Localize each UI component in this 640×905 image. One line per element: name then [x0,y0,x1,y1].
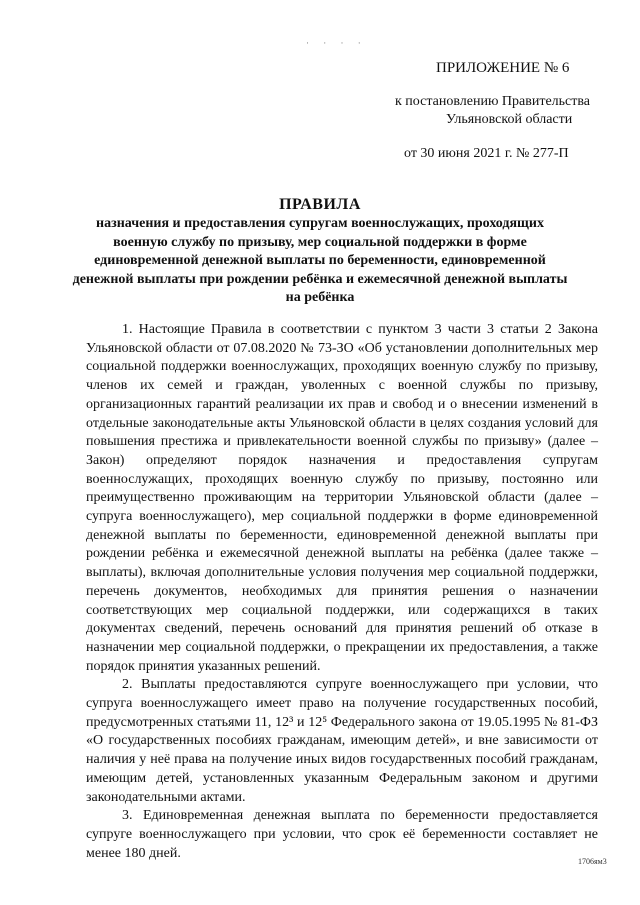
annex-region-line: Ульяновской области [446,112,573,127]
document-title: ПРАВИЛА [279,196,361,213]
document-subtitle: назначения и предоставления супругам военнослужащих, проходящих военную службу по призыву, мер социальной поддержки в форме единовременной денежной выплаты по беременности, единовременной денежной выплаты при рождении ребёнка и ежемесячной денежной выплаты на ребёнка [72,216,568,306]
paragraph-2: 2. Выплаты предоставляются супруге военнослужащего при условии, что супруга военнослужащего имеет право на получение государственных пособий, предусмотренных статьями 11, 12³ и 12⁵ Федерального закона от 19.05.1995 № 81-ФЗ «О государственных пособиях гражданам, имеющим детей», и вне зависимости от наличия у неё права на получение иных видов государственных пособий гражданам, имеющим детей, установленных указанным Федеральным законом и другими законодательными актами. [86,677,598,805]
annex-label: ПРИЛОЖЕНИЕ № 6 [436,60,570,76]
paragraph-1: 1. Настоящие Правила в соответствии с пунктом 3 части 3 статьи 2 Закона Ульяновской области от 07.08.2020 № 73-ЗО «Об установлении дополнительных мер социальной поддержки военнослужащих, проходящих военную службу по призыву, членов их семей и граждан, уволенных с военной службы по призыву, организационных гарантий реализации их прав и свобод и о внесении изменений в отдельные законодательные акты Ульяновской области в целях создания условий для повышения престижа и привлекательности военной службы по призыву» (далее – Закон) определяют порядок назначения и предоставления супругам военнослужащих, проходящих военную службу по призыву, постоянно или преимущественно проживающим на территории Ульяновской области (далее – супруга военнослужащего), мер социальной поддержки в форме единовременной денежной выплаты по беременности, единовременной денежной выплаты при рождении ребёнка и ежемесячной денежной выплаты на ребёнка (далее также – выплаты), включая дополнительные условия получения мер социальной поддержки, перечень документов, необходимых для принятия решения о назначении соответствующих мер социальной поддержки, или содержащихся в таких документах сведений, перечень оснований для принятия решений об отказе в назначении мер социальной поддержки, о прекращении их предоставления, а также порядок принятия указанных решений. [86,322,598,674]
annex-date-number: от 30 июня 2021 г. № 277-П [404,146,569,161]
scan-artifact: · · · · [306,38,367,48]
annex-resolution-line: к постановлению Правительства [395,94,591,109]
document-body [86,321,598,863]
paragraph-3: 3. Единовременная денежная выплата по беременности предоставляется супруге военнослужащего при условии, что срок её беременности составляет не менее 180 дней. [86,808,598,861]
footer-code: 1706ям3 [578,857,607,866]
